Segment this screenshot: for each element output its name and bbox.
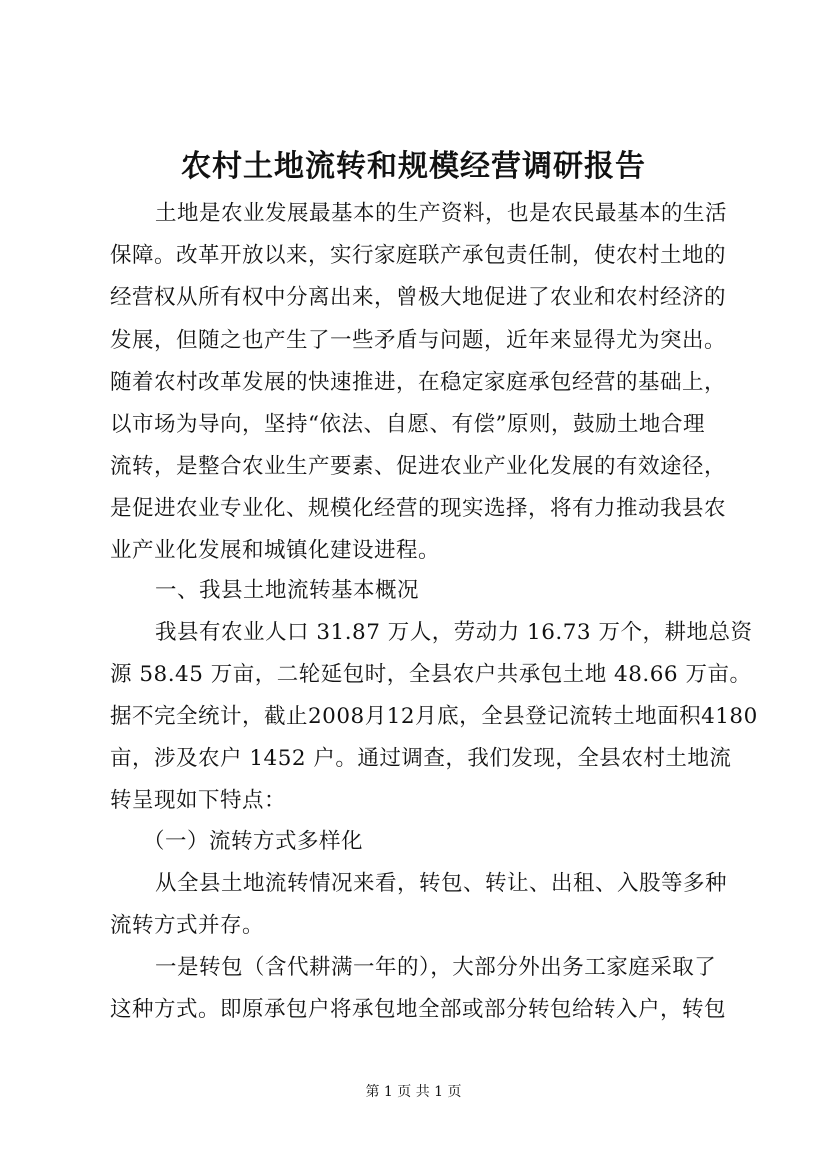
paragraph-line: 这种方式。即原承包户将承包地全部或部分转包给转入户，转包 [110,997,727,1022]
paragraph-line: 亩，涉及农户 1452 户。通过调查，我们发现，全县农村土地流 [110,746,732,771]
paragraph-line: 随着农村改革发展的快速推进，在稳定家庭承包经营的基础上， [110,370,727,395]
document-title: 农村土地流转和规模经营调研报告 [181,149,646,184]
paragraph-line: 我县有农业人口 31.87 万人，劳动力 16.73 万个，耕地总资 [155,620,753,645]
paragraph-line: 发展，但随之也产生了一些矛盾与问题，近年来显得尤为突出。 [110,328,727,353]
paragraph-line: 土地是农业发展最基本的生产资料，也是农民最基本的生活 [155,201,728,226]
paragraph-line: 以市场为导向，坚持“依法、自愿、有偿”原则，鼓励土地合理 [110,412,705,437]
paragraph-line: 源 58.45 万亩，二轮延包时，全县农户共承包土地 48.66 万亩。 [110,662,752,687]
paragraph-line: 转呈现如下特点： [110,788,287,813]
paragraph-line: 从全县土地流转情况来看，转包、转让、出租、入股等多种 [155,871,728,896]
paragraph-line: 据不完全统计，截止2008月12月底，全县登记流转土地面积4180 [110,704,758,729]
paragraph-line: 流转，是整合农业生产要素、促进农业产业化发展的有效途径， [110,454,727,479]
page-footer: 第 1 页 共 1 页 [365,1084,462,1100]
paragraph-line: 经营权从所有权中分离出来，曾极大地促进了农业和农村经济的 [110,285,727,310]
subsection-heading: （一）流转方式多样化 [143,829,364,854]
paragraph-line: 是促进农业专业化、规模化经营的现实选择，将有力推动我县农 [110,496,727,521]
paragraph-line: 业产业化发展和城镇化建设进程。 [110,538,441,563]
paragraph-line: 一是转包（含代耕满一年的），大部分外出务工家庭采取了 [155,955,717,980]
paragraph-line: 流转方式并存。 [110,913,265,938]
section-heading: 一、我县土地流转基本概况 [155,578,420,603]
paragraph-line: 保障。改革开放以来，实行家庭联产承包责任制，使农村土地的 [110,243,727,268]
